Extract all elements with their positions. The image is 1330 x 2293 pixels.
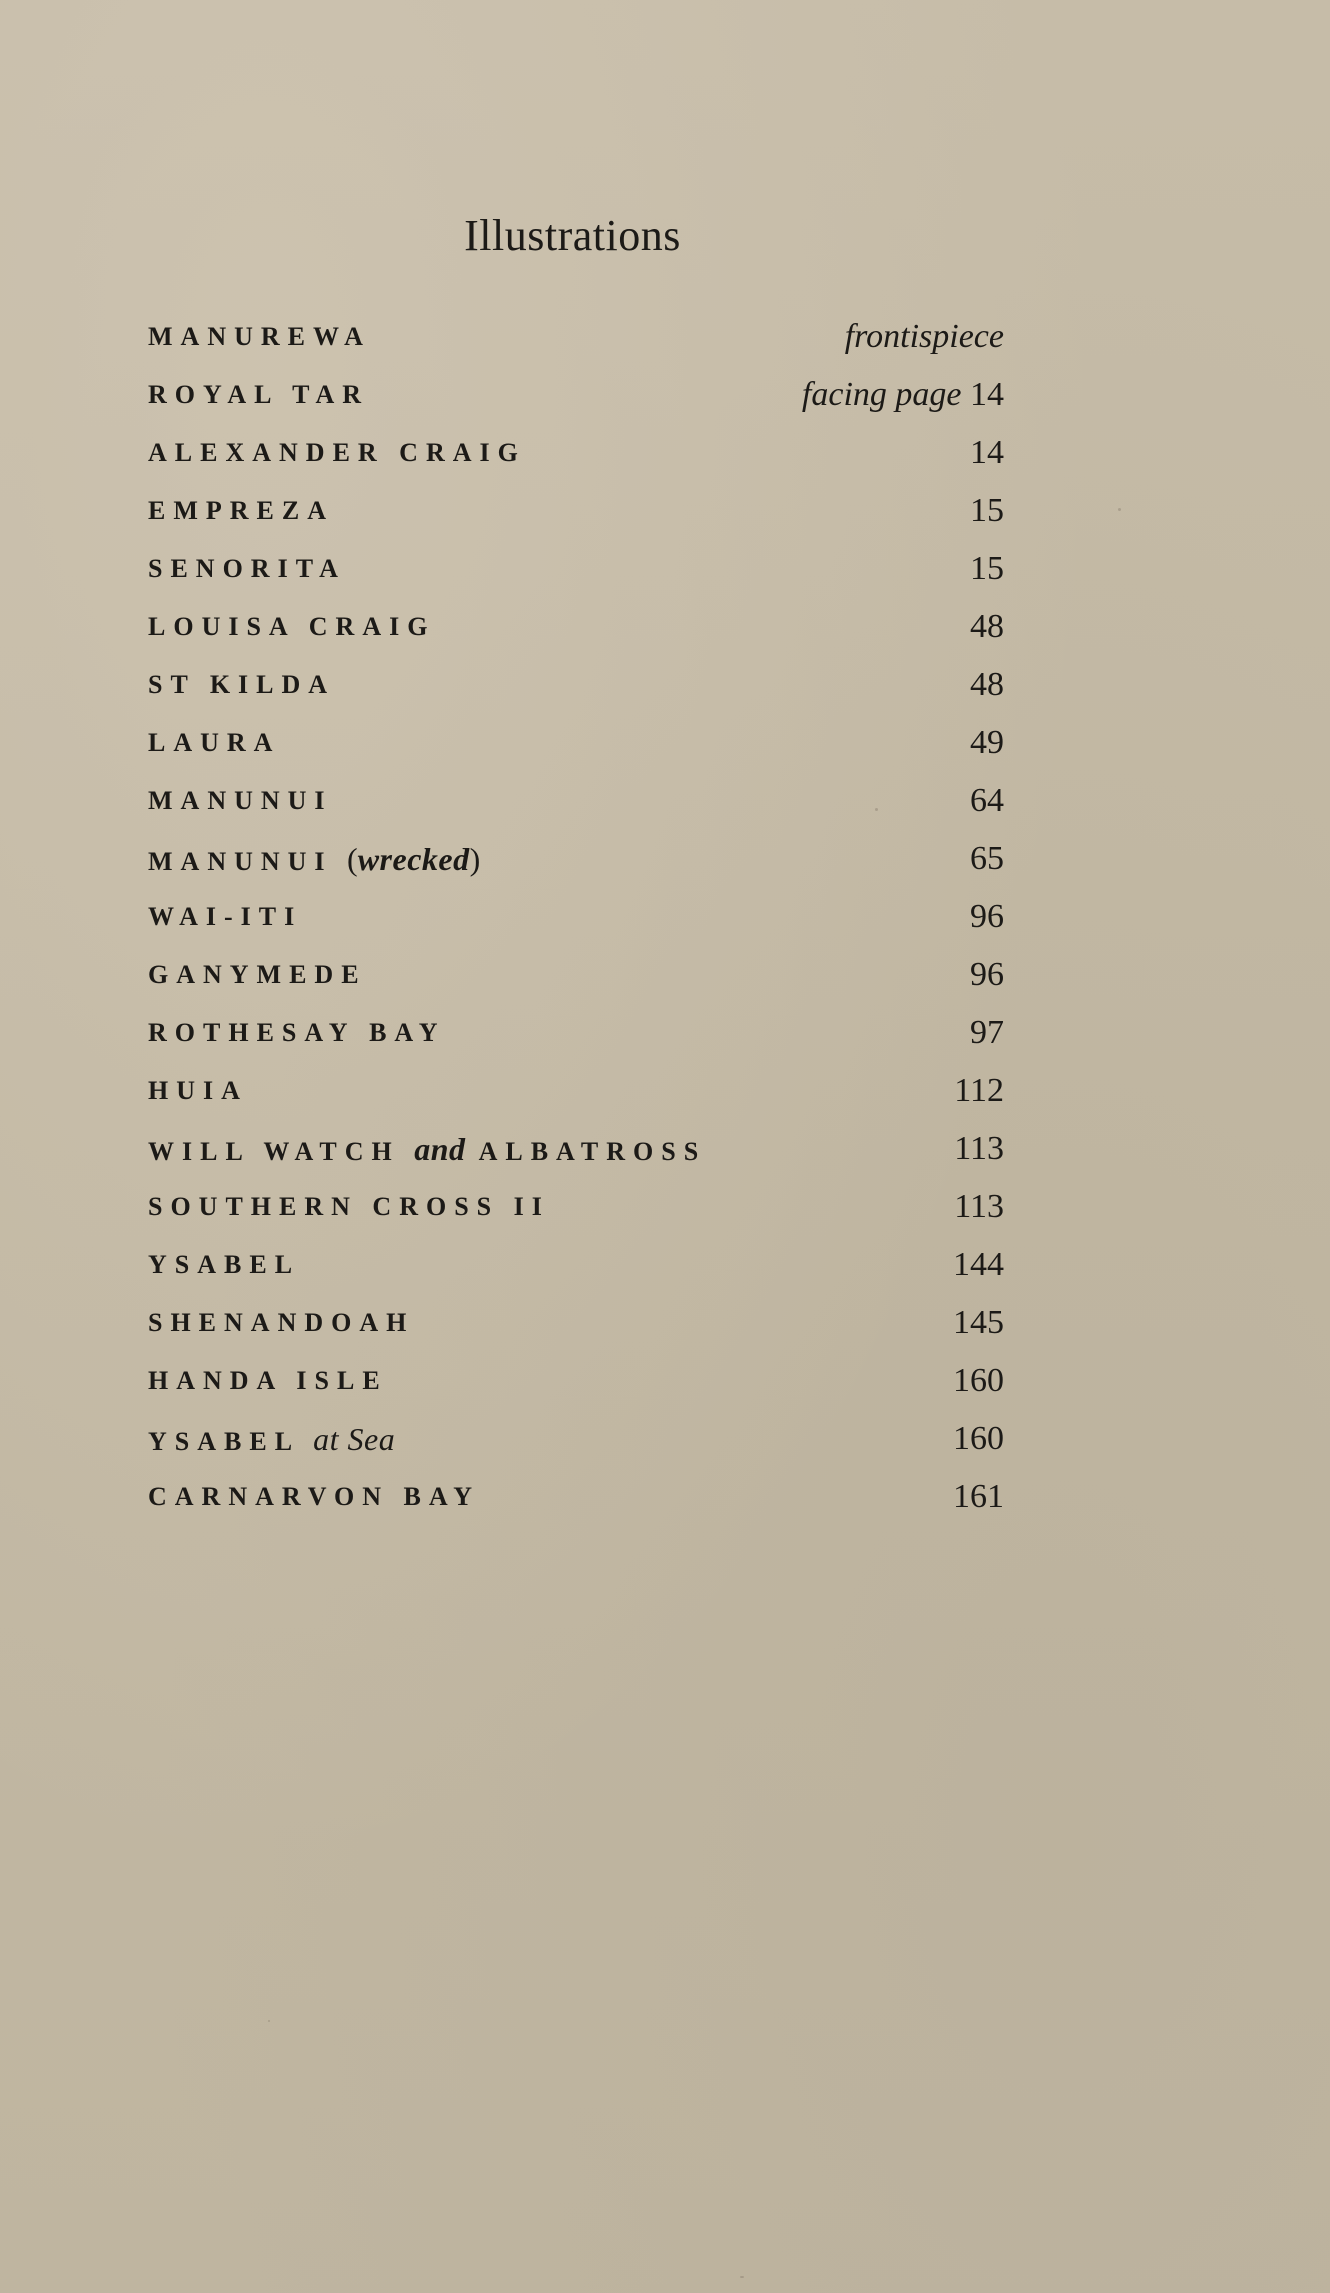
illustration-name: ROTHESAY BAY: [148, 1018, 446, 1047]
illustration-name: MANUREWA: [148, 322, 371, 351]
list-item: [148, 656, 1004, 714]
page-number: 49: [970, 724, 1004, 761]
paper-speck: [875, 808, 878, 811]
list-item: [148, 1294, 1004, 1352]
page-prefix: facing page: [801, 376, 962, 413]
illustrations-list: [148, 308, 1004, 1526]
paper-speck: [740, 2276, 744, 2278]
page-number: 113: [954, 1188, 1004, 1225]
page-number: 96: [970, 898, 1004, 935]
illustration-name: [148, 1421, 395, 1458]
page-number: 48: [970, 608, 1004, 645]
page-number: 160: [953, 1420, 1004, 1457]
illustration-name: LOUISA CRAIG: [148, 612, 436, 641]
illustration-name: EMPREZA: [148, 496, 334, 525]
list-item: [148, 1236, 1004, 1294]
page-title: Illustrations: [464, 211, 681, 260]
page-number: 97: [970, 1014, 1004, 1051]
page-number: 65: [970, 840, 1004, 877]
page-number: frontispiece: [844, 318, 1004, 355]
illustration-name: ROYAL TAR: [148, 380, 370, 409]
page-number: 48: [970, 666, 1004, 703]
illustration-name: YSABEL: [148, 1250, 301, 1279]
page-number: 96: [970, 956, 1004, 993]
list-item: [148, 1062, 1004, 1120]
page-number: 15: [970, 550, 1004, 587]
open-paren: (: [347, 840, 358, 877]
illustration-note: wrecked: [357, 840, 470, 877]
page-number: 145: [953, 1304, 1004, 1341]
list-item: [148, 888, 1004, 946]
list-item: [148, 308, 1004, 366]
illustration-joiner: and: [414, 1130, 466, 1167]
list-item: [148, 1178, 1004, 1236]
page-reference: [802, 376, 1004, 414]
list-item: [148, 772, 1004, 830]
illustration-name: SHENANDOAH: [148, 1308, 415, 1337]
list-item: [148, 482, 1004, 540]
illustration-name: ALEXANDER CRAIG: [148, 438, 526, 467]
illustration-name-text: MANUNUI: [148, 846, 333, 876]
close-paren: ): [469, 840, 481, 877]
illustration-name-second: ALBATROSS: [478, 1136, 707, 1166]
list-item: [148, 366, 1004, 424]
illustration-name: MANUNUI: [148, 786, 333, 815]
illustration-name-text: WILL WATCH: [148, 1136, 400, 1166]
illustration-name: HUIA: [148, 1076, 248, 1105]
illustration-name: SENORITA: [148, 554, 346, 583]
list-item: [148, 1004, 1004, 1062]
page-number: 14: [970, 376, 1004, 413]
list-item: [148, 1468, 1004, 1526]
illustration-name: WAI-ITI: [148, 902, 303, 931]
illustration-name: SOUTHERN CROSS II: [148, 1192, 550, 1221]
list-item: [148, 1352, 1004, 1410]
paper-speck: [1118, 508, 1121, 511]
list-item: [148, 540, 1004, 598]
illustration-name: CARNARVON BAY: [148, 1482, 481, 1511]
page-number: 112: [954, 1072, 1004, 1109]
paper-speck: [268, 2020, 270, 2022]
page-number: 161: [953, 1478, 1004, 1515]
list-item: [148, 1120, 1004, 1178]
illustration-name: ST KILDA: [148, 670, 336, 699]
illustration-name: HANDA ISLE: [148, 1366, 388, 1395]
page-number: 14: [970, 434, 1004, 471]
list-item: [148, 830, 1004, 888]
illustration-name-text: YSABEL: [148, 1426, 299, 1456]
list-item: [148, 598, 1004, 656]
page-number: 64: [970, 782, 1004, 819]
list-item: [148, 714, 1004, 772]
list-item: [148, 1410, 1004, 1468]
illustration-name: LAURA: [148, 728, 281, 757]
list-item: [148, 424, 1004, 482]
page-number: 160: [953, 1362, 1004, 1399]
illustration-suffix: at Sea: [313, 1420, 396, 1457]
page-number: 144: [953, 1246, 1004, 1283]
illustration-name: [148, 841, 480, 878]
page-reference: [845, 318, 1004, 356]
list-item: [148, 946, 1004, 1004]
illustration-name: [148, 1131, 706, 1168]
illustration-name: GANYMEDE: [148, 960, 367, 989]
page-number: 113: [954, 1130, 1004, 1167]
page-number: 15: [970, 492, 1004, 529]
